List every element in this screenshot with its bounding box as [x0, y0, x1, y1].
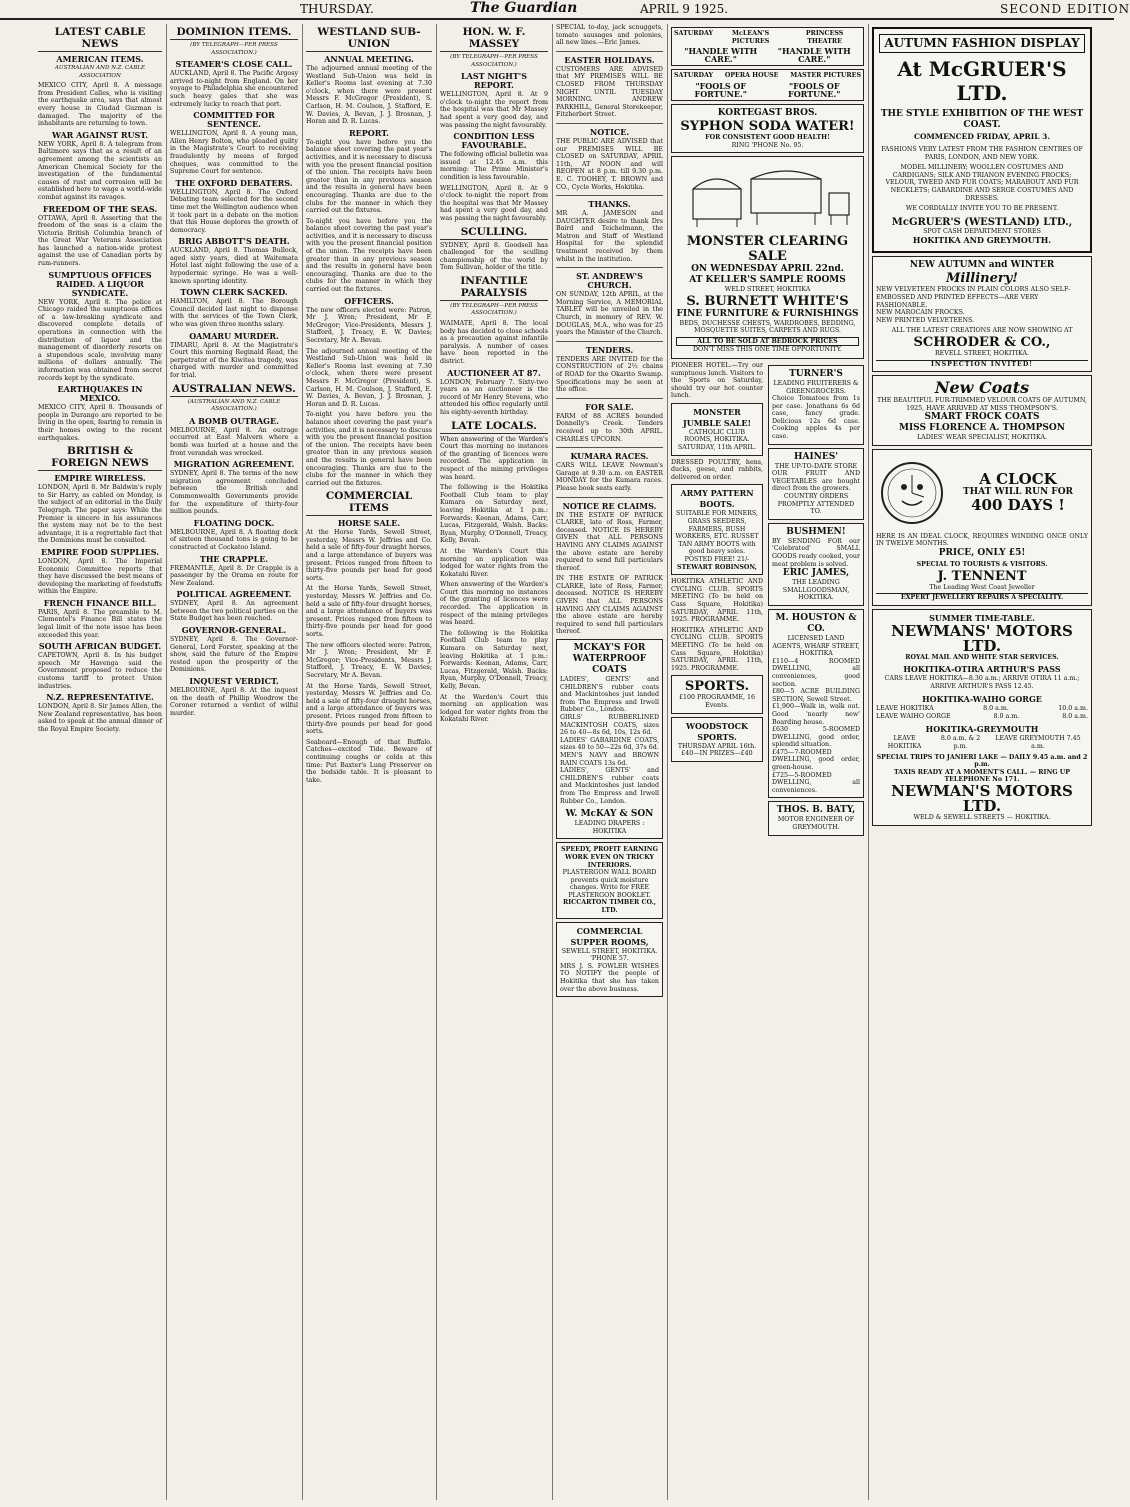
heading-american-items: AMERICAN ITEMS.: [56, 54, 144, 64]
ad-heading: THOS. B. BATY,: [776, 805, 856, 816]
timetable-cell: 8.0 a.m.: [993, 712, 1020, 720]
heading-sculling: SCULLING.: [440, 226, 548, 240]
ad-heading: SUMMER TIME-TABLE.: [929, 612, 1035, 623]
subheading: N.Z. REPRESENTATIVE.: [46, 692, 154, 703]
subheading: THANKS.: [588, 199, 631, 210]
plastergon-ad: [556, 842, 663, 918]
subheading: ST. ANDREW'S CHURCH.: [576, 271, 643, 291]
timetable-cell: LEAVE HOKITIKA: [876, 704, 934, 712]
ad-text: "FOOLS OF FORTUNE.": [788, 80, 841, 99]
ad-text: The Leading West Coast Jeweller: [929, 583, 1035, 591]
notice-text: TENDERS ARE INVITED for the CONSTRUCTION of 2½ chains of ROAD for the Okarito Swamp. Specifications may be seen at the office.: [556, 355, 663, 394]
masthead-date: APRIL 9 1925.: [640, 2, 729, 16]
ad-text: STEWART ROBINSON,: [677, 563, 757, 571]
subheading: ANNUAL MEETING.: [324, 54, 414, 64]
ad-text: £110—4 ROOMED DWELLING, all conveniences, good section.: [772, 657, 860, 688]
ad-text: SPECIAL TRIPS TO JANIERI LAKE — DAILY 9.45 a.m. and 2 p.m.: [876, 753, 1088, 769]
notice-text: PIONEER HOTEL.—Try our sumptuous lunch. Visitors to the Sports on Saturday, should try our hot counter lunch.: [671, 361, 763, 400]
column-dominion-items: [170, 24, 298, 1500]
subheading: NOTICE.: [589, 126, 630, 137]
timetable-row: [876, 713, 1088, 721]
column-fashion-ads: [872, 24, 1092, 1500]
ad-heading: KORTEGAST BROS.: [717, 108, 818, 119]
subheading: SOUTH AFRICAN BUDGET.: [38, 641, 162, 652]
subheading: FOR SALE.: [585, 401, 634, 412]
column-rule: [667, 24, 668, 1500]
heading-late-locals: LATE LOCALS.: [440, 420, 548, 434]
article-text: At the Horse Yards, Sewell Street, yesterday, Messrs W. Jeffries and Co. held a sale of fifty-four draught horses, and a large attendance of buyers was present. Prices ranged from fifteen to thirty-five pounds per head for good sorts.: [306, 682, 432, 736]
ad-heading: SMART FROCK COATS: [924, 412, 1040, 423]
subheading: GOVERNOR-GENERAL.: [181, 625, 287, 636]
article-text: SYDNEY, April 8. The terms of the new migration agreement concluded between the British and Commonwealth Governments provide for the expenditure of thirty-four million pounds.: [170, 470, 298, 516]
article-text: The adjourned annual meeting of the Westland Sub-Union was held in Keller's Rooms last evening at 7.30 o'clock, when there were present Messrs F. McGregor (President), S. Carlson, H. M. Coulson, J. Stafford, E. W. Davies, A. Bevan, J. J. Brosnan, J. Horan and D. R. Lucas.: [306, 65, 432, 126]
ad-heading: A CLOCK: [979, 470, 1057, 489]
ad-text: £100 PROGRAMME, 16 Events.: [679, 694, 755, 709]
ad-text: "HANDLE WITH CARE.": [777, 46, 851, 64]
ad-heading: MONSTER JUMBLE SALE!: [682, 406, 752, 428]
ad-text: COUNTRY ORDERS PROMPTLY ATTENDED TO.: [777, 493, 855, 516]
ad-text: MOTOR ENGINEER OF GREYMOUTH.: [777, 816, 855, 832]
ad-heading: FINE FURNITURE & FURNISHINGS: [676, 308, 859, 319]
article-text: LONDON, April 8. The Imperial Economic Committee reports that they have discussed the best means of developing the marketing of foodstuffs within the Empire.: [38, 557, 162, 596]
article-text: The following is the Hokitika Football Club team to play Kumara on Saturday next, leaving Hokitika at 1 p.m.: Forwards: Keenan, Adams, Carr, Lucas, Fitzgerald, Walsh. Backs: Ryan, Murphy, O'Donnell, Treacy, Kelly, Bevan.: [440, 629, 548, 690]
ad-text: MASTER PICTURES: [790, 72, 861, 80]
ad-text: PLASTERGON WALL BOARD prevents quick moisture changes. Write for FREE PLASTERGON BOOKLET.: [562, 869, 657, 899]
column-entertainment-ads: [671, 24, 864, 1500]
article-text: The following official bulletin was issued at 12.45 a.m. this morning: The Prime Minister's condition is less favourable.: [440, 151, 548, 181]
article-text: OTTAWA, April 8. Asserting that the freedom of the seas is a claim the Victoria British Columbia branch of the Great War Veterans Association has launched a nation-wide protest against the use of Canadian ports by rum-runners.: [38, 214, 162, 268]
ad-text: THE UP-TO-DATE STORE: [774, 462, 858, 470]
notice-text: IN THE ESTATE OF PATRICK CLARKE, late of Ross, Farmer, deceased. NOTICE IS HEREBY GIVEN that ALL PERSONS HAVING ANY CLAIMS AGAINST the above estate are hereby required to send full particulars thereof.: [556, 575, 663, 636]
newmans-timetable: [872, 609, 1092, 826]
article-text: WELLINGTON, April 8. The Oxford Debating team selected for the second time met the Wellington audience when it took part in a debate on the motion that this House deplores the growth of democracy.: [170, 188, 298, 234]
haines-ad: [768, 448, 864, 520]
subheading: AUCTIONEER AT 87.: [447, 367, 541, 378]
subheading: TOWN CLERK SACKED.: [180, 287, 288, 298]
masthead-edition: SECOND EDITION: [1000, 2, 1130, 16]
timetable-row: [876, 705, 1088, 713]
masthead: [0, 0, 1130, 20]
ad-heading: ON WEDNESDAY APRIL 22nd.: [691, 263, 844, 274]
divider: [556, 267, 663, 268]
divider: [556, 497, 663, 498]
ad-text: LEADING DRAPERS : HOKITIKA: [574, 820, 645, 835]
ad-heading: NEW AUTUMN and WINTER: [909, 260, 1055, 271]
ad-text: INSPECTION INVITED!: [876, 360, 1088, 369]
article-text: SYDNEY, April 8. An agreement between the two political parties on the State Budget has been reached.: [170, 600, 298, 623]
article-text: Seaboard—Enough of that Buffalo. Catches—excited Tide. Beware of continuing coughs or colds at this time: Put Baxter's Lung Preserver on the bedside table. It is pleasant to take.: [306, 738, 432, 784]
tennent-clock-ad: [872, 449, 1092, 606]
subheading: COMMITTED FOR SENTENCE.: [193, 110, 275, 130]
divider: [556, 341, 663, 342]
article-text: At the Warden's Court this morning an application was lodged for water rights from the Kokatahi River.: [440, 547, 548, 578]
notice-text: DRESSED POULTRY, hens, ducks, geese, and rabbits, delivered on order.: [671, 458, 763, 481]
ad-text: ALL TO BE SOLD AT BEDROCK PRICES: [676, 337, 859, 347]
column-westland-sub-union: [306, 24, 432, 1500]
masthead-day: THURSDAY.: [300, 2, 374, 16]
divider: [556, 447, 663, 448]
article-text: When answering of the Warden's Court this morning no instances of the granting of licences were recorded. The application in respect of the mining privileges was heard.: [440, 581, 548, 627]
heading-australian-news: AUSTRALIAN NEWS.: [170, 383, 298, 397]
column-cable-news: [38, 24, 162, 1500]
timetable-cell: 8.0 a.m. & 2 p.m.: [940, 734, 981, 750]
subheading: EARTHQUAKES IN MEXICO.: [57, 384, 143, 404]
dateline: (BY TELEGRAPH—PER PRESS ASSOCIATION.): [450, 54, 538, 68]
ad-text: Choice Tomatoes from 1s per case. Jonathans 6s 6d case, fancy grade. Delicious 12s 6d case. Cooking apples 4s per case.: [772, 395, 860, 441]
ad-text: THE BEAUTIFUL FUR-TRIMMED VELOUR COATS OF AUTUMN, 1925, HAVE ARRIVED AT MISS THOMPSON'S.: [877, 397, 1087, 412]
ad-brand: McGRUER'S (WESTLAND) LTD.,: [891, 216, 1073, 228]
ad-heading: ARMY PATTERN BOOTS.: [680, 488, 754, 510]
article-text: The adjourned annual meeting of the Westland Sub-Union was held in Keller's Rooms last evening at 7.30 o'clock, when there were present Messrs F. McGregor (President), S. Carlson, H. M. Coulson, J. Stafford, E. W. Davies, A. Bevan, J. J. Brosnan, J. Horan and D. R. Lucas.: [306, 347, 432, 408]
ad-text: NEW MAROCAIN FROCKS.: [876, 309, 965, 317]
subheading: TENDERS.: [585, 344, 634, 355]
article-text: LONDON, April 8. Sir James Allen, the New Zealand representative, has been asked to speak at the annual dinner of the Royal Empire Society.: [38, 703, 162, 733]
ad-text: OPERA HOUSE: [724, 72, 779, 80]
article-text: To-night you have before you the balance sheet covering the past year's activities, and it is necessary to discuss with you the present financial position of the union. The receipts have been greater than in any previous season and the results in general have been encouraging. Thanks are due to the clubs for the manner in which they carried out the fixtures.: [306, 138, 433, 215]
divider: [556, 123, 663, 124]
ad-text: THE STYLE EXHIBITION OF THE WEST COAST.: [880, 109, 1084, 130]
timetable-route: HOKITIKA-WAIHO GORGE: [922, 693, 1042, 704]
subheading: CONDITION LESS FAVOURABLE.: [453, 131, 535, 151]
ad-text: £725—5-ROOMED DWELLING, all conveniences.: [772, 771, 860, 794]
ad-heading: AT KELLER'S SAMPLE ROOMS: [689, 274, 846, 285]
ad-heading: AUTUMN FASHION DISPLAY: [879, 34, 1085, 53]
masthead-title: The Guardian: [470, 0, 578, 16]
heading-british-foreign-news: BRITISH & FOREIGN NEWS: [38, 445, 162, 471]
dateline: AUSTRALIAN AND N.Z. CABLE ASSOCIATION: [54, 65, 146, 79]
subheading: STEAMER'S CLOSE CALL.: [175, 59, 293, 70]
article-text: NEW YORK, April 8. The police at Chicago raided the sumptuous offices of a law-breaking syndicate and discovered complete details of operations in connection with the distribution of liquor and the management of disorderly resorts on a stupendous scale, involving many millions of dollars annually. The information was obtained from secret records kept by the syndicate.: [38, 298, 162, 382]
ad-text: LADIES' GABARDINE COATS, sizes 40 to 50—22s 6d, 37s 6d.: [560, 736, 659, 752]
jumble-sale-ad: [671, 403, 763, 456]
subheading: THE CRAPPLE.: [199, 553, 269, 564]
ad-text: £80—5 ACRE BUILDING SECTION, Sewell Street.: [772, 688, 860, 703]
article-text: HAMILTON, April 8. The Borough Council decided last night to dispense with the services of the Town Clerk, who was given three months salary.: [170, 298, 298, 329]
opera-house-ad: [671, 69, 864, 101]
ad-heading: HAINES': [793, 451, 839, 462]
ad-text: DON'T MISS THIS ONE TIME OPPORTUNITY.: [692, 346, 843, 354]
subheading: FRENCH FINANCE BILL.: [43, 597, 157, 608]
article-text: At the Warden's Court this morning an application was lodged for water rights from the Kokatahi River.: [440, 693, 548, 724]
ad-text: LICENSED LAND AGENTS, WHARF STREET, HOKITIKA: [772, 634, 860, 658]
sports-ad: [671, 675, 763, 713]
notice-text: THE PUBLIC ARE ADVISED that our PREMISES WILL BE CLOSED on SATURDAY, APRIL 11th, AT NOON and will REOPEN at 8 p.m. till 9.30 p.m. E. C. TOOHEY, T. BROWN and CO., Cycle Works, Hokitika.: [556, 137, 663, 191]
clearing-sale-ad: [671, 156, 864, 359]
ad-text: MEN'S NAVY and BROWN RAIN COATS 13s 6d.: [560, 751, 659, 767]
heading-latest-cable-news: LATEST CABLE NEWS: [38, 26, 162, 52]
ad-text: LADIES', GENTS' and CHILDREN'S rubber coats and Mackintoshes just landed from The Empress and Irwell Rubber Co., London.: [560, 676, 659, 714]
ad-brand: MISS FLORENCE A. THOMPSON: [899, 423, 1065, 434]
ad-text: RICCARTON TIMBER CO., LTD.: [563, 899, 656, 915]
ad-text: "FOOLS OF FORTUNE.": [694, 80, 747, 99]
ad-text: LEADING FRUITERERS & GREENGROCERS.: [773, 379, 859, 395]
timetable-row: [876, 735, 1088, 751]
column-notices: [556, 24, 663, 1500]
ad-text: MODEL MILLINERY; WOOLLEN COSTUMES AND CARDIGANS; SILK AND TRIANON EVENING FROCKS; VELOUR, TWEED AND FUR COATS; MARABOUT AND FUR NECKLETS; GABARDINE AND SERGE COSTUMES AND DRESSES.: [885, 164, 1079, 202]
ad-heading: New Coats: [934, 378, 1030, 398]
divider: [556, 195, 663, 196]
ad-text: CATHOLIC CLUB ROOMS, HOKITIKA. SATURDAY, 11th APRIL.: [677, 428, 757, 452]
divider: [556, 51, 663, 52]
timetable-cell: 10.0 a.m.: [1058, 704, 1088, 712]
kortegast-ad: [671, 104, 864, 153]
article-text: MELBOURNE, April 8. A floating dock of sixteen thousand tons is going to be constructed at Cockatoo Island.: [170, 528, 298, 551]
notice-text: IN THE ESTATE OF PATRICK CLARKE, late of Ross, Farmer, deceased. NOTICE IS HEREBY GIVEN that ALL PERSONS HAVING ANY CLAIMS AGAINST the above estate are hereby required to send full particulars thereof.: [556, 511, 663, 572]
ad-text: WELD STREET, HOKITIKA: [724, 285, 811, 293]
subheading: MIGRATION AGREEMENT.: [173, 459, 295, 470]
ad-brand: NEWMAN'S MOTORS LTD.: [891, 782, 1073, 815]
army-boots-ad: [671, 484, 763, 575]
ad-text: ALL THE LATEST CREATIONS ARE NOW SHOWING AT: [891, 327, 1073, 335]
column-rule: [166, 24, 167, 1500]
subheading: LAST NIGHT'S REPORT.: [461, 71, 527, 91]
ad-text: LADIES', GENTS' and CHILDREN'S rubber coats and Mackintoshes just landed from The Empress and Irwell Rubber Co., London.: [560, 767, 659, 805]
subheading: HORSE SALE.: [337, 518, 401, 529]
ad-brand: ERIC JAMES,: [782, 568, 850, 579]
ad-text: £1,900—Walk in, walk out. Good 'nearly new' Boarding house.: [772, 703, 860, 726]
subheading: WAR AGAINST RUST.: [51, 129, 149, 140]
article-text: MELBOURNE, April 8. At the inquest on the death of Phillip Woodrow the Coroner returned a verdict of wilful murder.: [170, 687, 298, 717]
ad-text: THE LEADING SMALLGOODSMAN, HOKITIKA.: [782, 579, 850, 602]
ad-text: FASHIONS VERY LATEST FROM THE FASHION CENTRES OF PARIS, LONDON, AND NEW YORK.: [881, 146, 1083, 161]
ad-text: SPEEDY, PROFIT EARNING WORK EVEN ON TRICKY INTERIORS.: [561, 846, 658, 869]
article-text: The new officers elected were: Patron, Mr J. Wren; President, Mr F. McGregor; Vice-Presidents, Messrs J. Stafford, J. Treacy, E. W. Davies; Secretary, Mr A. Bevan.: [306, 306, 432, 344]
heading-commercial-items: COMMERCIAL ITEMS: [306, 490, 432, 516]
timetable-cell: LEAVE WAIHO GORGE: [876, 712, 951, 720]
ad-text: PRINCESS THEATRE: [805, 30, 844, 45]
notice-text: ON SUNDAY, 12th APRIL, at the Morning Service, A MEMORIAL TABLET will be unveiled in the Church, in memory of REV. W. DOUGLAS, M.A., who was for 25 years the Minister of the Church.: [556, 291, 663, 337]
ad-brand: SCHRODER & CO.,: [913, 334, 1051, 350]
clock-face-icon: [876, 453, 948, 533]
timetable-cell: 8.0 a.m.: [1062, 712, 1088, 720]
subheading: A BOMB OUTRAGE.: [189, 415, 279, 426]
ad-text: "HANDLE WITH CARE.": [684, 46, 758, 64]
furniture-illustration-icon: [683, 161, 853, 231]
ad-heading: TURNER'S: [789, 368, 843, 379]
article-text: MEXICO CITY, April 8. Thousands of people in Durango are reported to be living in the open, fearing to remain in their homes owing to the recent earthquakes.: [38, 404, 162, 442]
ad-heading: THAT WILL RUN FOR: [962, 487, 1074, 498]
ad-text: RING 'PHONE No. 95.: [731, 141, 804, 149]
subheading: EMPIRE WIRELESS.: [54, 473, 146, 484]
article-text: At the Horse Yards, Sewell Street, yesterday, Messrs W. Jeffries and Co. held a sale of fifty-four draught horses, and a large attendance of buyers was present. Prices ranged from fifteen to thirty-five pounds per head for good sorts.: [306, 529, 432, 582]
article-text: The following is the Hokitika Football Club team to play Kumara on Saturday next, leaving Hokitika at 1 p.m.: Forwards: Keenan, Adams, Carr, Lucas, Fitzgerald, Walsh. Backs: Ryan, Murphy, O'Donnell, Treacy, Kelly, Bevan.: [440, 484, 548, 545]
subheading: REPORT.: [349, 127, 389, 138]
article-text: LONDON, February 7. Sixty-two years as an auctioneer is the record of Mr Henry Stevens, who attended his office regularly until his eighty-seventh birthday.: [440, 378, 548, 416]
ad-text: BEDS, DUCHESSE CHESTS, WARDROBES, BEDDING, MOSQUETTE SUITES, CARPETS AND RUGS.: [679, 319, 856, 335]
ad-text: OUR FRUIT AND VEGETABLES are bought direct from the growers.: [772, 470, 860, 493]
sub-column: [671, 362, 763, 765]
article-text: FREMANTLE, April 8. Dr Crapple is a passenger by the Orama en route for New Zealand.: [170, 564, 298, 587]
ad-text: NEW PRINTED VELVETEENS.: [876, 316, 975, 324]
houston-ad: [768, 609, 864, 798]
column-rule: [436, 24, 437, 1500]
ad-text: REVELL STREET, HOKITIKA.: [934, 349, 1030, 357]
article-text: AUCKLAND, April 8. Thomas Bullock, aged sixty years, died at Waitemata Hotel last night following the use of a hypodermic syringe. He was a well-known sporting identity.: [170, 247, 298, 285]
article-text: When answering of the Warden's Court this morning no instances of the granting of licences were recorded. The application in respect of the mining privileges was heard.: [440, 435, 548, 481]
ad-text: TAXIS READY AT A MOMENT'S CALL. — RING UP TELEPHONE No 171.: [893, 768, 1071, 784]
subheading: THE OXFORD DEBATERS.: [175, 177, 293, 188]
notice-text: FARM of 88 ACRES bounded Donnelly's Creek. Tenders received up to 30th APRIL. CHARLES UPCORN.: [556, 412, 663, 443]
notice-text: HOKITIKA ATHLETIC AND CYCLING CLUB. SPORTS MEETING (To be held on Cass Square, Hokitika) SATURDAY, APRIL 11th, 1925. PROGRAMME.: [671, 578, 763, 624]
mcgruers-ad: [872, 27, 1092, 253]
ad-brand: J. TENNENT: [937, 568, 1027, 584]
baty-ad: [768, 801, 864, 835]
subheading: SUMPTUOUS OFFICES RAIDED. A LIQUOR SYNDICATE.: [48, 269, 152, 298]
notice-text: CUSTOMERS ARE ADVISED that MY PREMISES WILL BE CLOSED FROM THURSDAY NIGHT UNTIL TUESDAY MORNING. ANDREW PARKHILL, General Storekeeper, Fitzherbert Street.: [556, 65, 663, 119]
dateline: (BY TELEGRAPH—PER PRESS ASSOCIATION.): [190, 42, 278, 56]
thompson-coats-ad: [872, 375, 1092, 446]
article-text: WELLINGTON, April 8. A young man, Allen Henry Bolton, who pleaded guilty in the Magistrate's Court to receiving fraudulently by means of forged cheques, was committed to the Supreme Court for sentence.: [170, 130, 298, 176]
timetable-cell: LEAVE HOKITIKA: [887, 734, 922, 750]
article-text: WAIMATE, April 8. The local body has decided to close schools as a precaution against infantile paralysis. A number of cases have been reported in the district.: [440, 320, 548, 366]
subheading: EASTER HOLIDAYS.: [564, 54, 655, 65]
subheading: EMPIRE FOOD SUPPLIES.: [40, 546, 160, 557]
article-text: To-night you have before you the balance sheet covering the past year's activities, and it is necessary to discuss with you the present financial position of the union. The receipts have been greater than in any previous season and the results in general have been encouraging. Thanks are due to the clubs for the manner in which they carried out the fixtures.: [306, 411, 433, 487]
timetable-cell: LEAVE GREYMOUTH 7.45 a.m.: [995, 734, 1081, 750]
subheading: KUMARA RACES.: [570, 451, 649, 462]
mckay-ad: [556, 639, 663, 839]
article-text: LONDON, April 8. Mr Baldwin's reply to Sir Harry, as cabled on Monday, is the subject of an editorial in the Daily Telegraph. The paper says: While the Premier is sincere in his assurances the system may not be to the best advantage, it is a regrettable fact that the Dominions must be consulted.: [38, 484, 162, 545]
ad-text: SPOT CASH DEPARTMENT STORES: [923, 227, 1041, 235]
turners-ad: [768, 365, 864, 445]
article-text: WELLINGTON, April 8. At 9 o'clock to-night the report from the hospital was that Mr Massey had spent a very good day, and was passing the night favourably.: [440, 184, 548, 222]
ad-text: SATURDAY: [674, 30, 714, 37]
dateline: (AUSTRALIAN AND N.Z. CABLE ASSOCIATION.): [187, 398, 281, 413]
ad-heading: WOODSTOCK SPORTS.: [686, 720, 748, 742]
schroder-ad: [872, 256, 1092, 372]
subheading: BRIG ABBOTT'S DEATH.: [178, 236, 290, 247]
ad-heading: COMMERCIAL SUPPER ROOMS,: [570, 925, 649, 947]
ad-text: WE CORDIALLY INVITE YOU TO BE PRESENT.: [905, 205, 1059, 213]
timetable-route: HOKITIKA-GREYMOUTH: [925, 723, 1039, 734]
woodstock-ad: [671, 717, 763, 762]
timetable-cell: 8.0 a.m.: [983, 704, 1009, 712]
ad-text: EXPERT JEWELLERY REPAIRS A SPECIALITY.: [876, 593, 1088, 602]
bushmen-ad: [768, 523, 864, 606]
ad-text: WELD & SEWELL STREETS — HOKITIKA.: [913, 814, 1051, 821]
ad-text: FOR CONSISTENT GOOD HEALTH!: [705, 134, 830, 142]
ad-text: McLEAN'S PICTURES: [731, 30, 770, 45]
article-text: MELBOURNE, April 8. An outrage occurred at East Malvern where a bomb was hurled at a house and the front verandah was wrecked.: [170, 426, 298, 457]
sub-column: [768, 362, 864, 839]
princess-theatre-ad: [671, 27, 864, 66]
heading-dominion-items: DOMINION ITEMS.: [170, 26, 298, 40]
ad-text: SPECIAL TO TOURISTS & VISITORS.: [916, 561, 1048, 569]
article-text: SYDNEY, April 8. Goodsell has challenged for the sculling championship of the world by Tom Sullivan, holder of the title.: [440, 241, 548, 272]
ad-heading: MCKAY'S FOR WATERPROOF COATS: [572, 643, 647, 676]
ad-text: LADIES' WEAR SPECIALIST, HOKITIKA.: [916, 434, 1048, 442]
column-rule: [302, 24, 303, 1500]
ad-heading: SYPHON SODA WATER!: [680, 119, 855, 135]
column-massey-news: [440, 24, 548, 1500]
divider: [556, 398, 663, 399]
article-text: NEW YORK, April 8. A telegram from Baltimore says that as a result of an agreement among the scientists an American Chemical Society for the investigation of the fundamental causes of rust and corrosion will be established here to wage a world-wide combat against its ravages.: [38, 140, 162, 201]
ad-text: MRS J. S. FOWLER WISHES TO NOTIFY the people of Hokitika that she has taken over the above business.: [560, 962, 659, 993]
column-rule: [868, 24, 869, 1500]
ad-heading: M. HOUSTON & CO.: [775, 612, 857, 634]
dateline: (BY TELEGRAPH—PER PRESS ASSOCIATION.): [450, 302, 538, 317]
ad-text: £630 5-ROOMED DWELLING, good order, splendid situation.: [772, 726, 860, 749]
article-text: SYDNEY, April 8. The Governor-General, Lord Forster, speaking at the show, said the future of the Empire rested upon the prosperity of the Dominions.: [170, 636, 298, 674]
article-text: The new officers elected were: Patron, Mr J. Wren; President, Mr F. McGregor; Vice-Presidents, Messrs J. Stafford, J. Treacy, E. W. Davies; Secretary, Mr A. Bevan.: [306, 641, 432, 679]
ad-heading: PRICE, ONLY £5!: [938, 548, 1026, 559]
article-text: MEXICO CITY, April 8. A message from President Calles, who is visiting the earthquake area, says that almost every house in Ciudad Guzman is damaged. The majority of the inhabitants are returning to town.: [38, 82, 162, 128]
article-text: TIMARU, April 8. At the Magistrate's Court this morning Reginald Read, the perpetrator of the Kiwitea tragedy, was charged with murder and committed for trial.: [170, 341, 298, 379]
ad-heading: SPORTS.: [684, 679, 750, 695]
ad-text: HERE IS AN IDEAL CLOCK, REQUIRES WINDING ONCE ONLY IN TWELVE MONTHS.: [876, 532, 1088, 548]
subheading: NOTICE RE CLAIMS.: [562, 500, 657, 511]
timetable-route: HOKITIKA-OTIRA ARTHUR'S PASS: [903, 664, 1061, 675]
heading-hon-massey: HON. W. F. MASSEY: [440, 26, 548, 52]
article-text: PARIS, April 8. The preamble to M. Clementel's Finance Bill states the legal limit of the note issue has been exceeded this year.: [38, 608, 162, 639]
ad-text: NEW VELVETEEN FROCKS IN PLAIN COLORS ALSO SELF-EMBOSSED AND PRINTED EFFECTS—ARE VERY FASHIONABLE.: [876, 286, 1071, 309]
heading-westland-sub-union: WESTLAND SUB-UNION: [306, 26, 432, 52]
ad-heading: NEWMANS' MOTORS LTD.: [891, 621, 1073, 655]
ad-heading: 400 DAYS !: [971, 496, 1065, 515]
ad-text: SATURDAY: [674, 72, 714, 80]
ad-text: HOKITIKA AND GREYMOUTH.: [912, 235, 1052, 246]
article-text: AUCKLAND, April 8. The Pacific Argosy arrived to-night from England. On her voyage to Philadelphia she encountered such heavy gales that she was extremely lucky to reach that port.: [170, 70, 298, 108]
subheading: OFFICERS.: [344, 295, 394, 306]
timetable-row: CARS LEAVE HOKITIKA—8.30 a.m.; ARRIVE OTIRA 11 a.m.; ARRIVE ARTHUR'S PASS 12.45.: [884, 675, 1080, 691]
ad-heading: S. BURNETT WHITE'S: [686, 293, 849, 309]
ad-text: BY SENDING FOR our 'Celebrated' SMALL GOODS ready cooked, your meat problem is solved.: [772, 537, 860, 568]
ad-brand: W. McKAY & SON: [565, 809, 654, 820]
subheading: POLITICAL AGREEMENT.: [176, 589, 292, 600]
ad-heading: BUSHMEN!: [786, 526, 846, 537]
ad-text: GIRLS' RUBBERLINED MACKINTOSH COATS, sizes 26 to 40—8s 6d, 10s, 12s 6d.: [560, 714, 659, 737]
subheading: INQUEST VERDICT.: [189, 676, 279, 687]
heading-infantile-paralysis: INFANTILE PARALYSIS: [440, 275, 548, 301]
article-text: To-night you have before you the balance sheet covering the past year's activities, and it is necessary to discuss with you the present financial position of the union. The receipts have been greater than in any previous season and the results in general have been encouraging. Thanks are due to the clubs for the manner in which they carried out the fixtures.: [306, 217, 433, 294]
supper-rooms-ad: [556, 922, 663, 998]
ad-text: COMMENCED FRIDAY, APRIL 3.: [913, 132, 1051, 141]
ad-text: SEWELL STREET, HOKITIKA. 'PHONE 57.: [561, 947, 658, 963]
ad-heading: At McGRUER'S LTD.: [897, 57, 1067, 105]
subheading: FLOATING DOCK.: [193, 517, 275, 528]
ad-heading: Millinery!: [946, 271, 1018, 287]
subheading: OAMARU MURDER.: [189, 330, 279, 341]
subheading: FREEDOM OF THE SEAS.: [42, 203, 158, 214]
article-text: WELLINGTON, April 8. At 9 o'clock to-night the report from the hospital was that Mr Massey had spent a very good day, and was passing the night favourably.: [440, 91, 548, 129]
article-text: At the Horse Yards, Sewell Street, yesterday, Messrs W. Jeffries and Co. held a sale of fifty-four draught horses, and a large attendance of buyers was present. Prices ranged from fifteen to thirty-five pounds per head for good sorts.: [306, 585, 432, 638]
notice-text: MR A. JAMESON and DAUGHTER desire to thank Drs Baird and Teichelmann, the Matron and Staff of Westland Hospital for the splendid treatment received by them whilst in the institution.: [556, 210, 663, 263]
column-rule: [552, 24, 553, 1500]
ad-text: ROYAL MAIL AND WHITE STAR SERVICES.: [905, 653, 1059, 661]
article-text: CAPETOWN, April 8. In his budget speech Mr Havenga said the Government proposed to reduce the customs tariff to protect Union industries.: [38, 652, 162, 690]
ad-text: £475—7-ROOMED DWELLING, good order, green-house.: [772, 748, 860, 772]
ad-text: THURSDAY APRIL 16th. £40—IN PRIZES—£40: [677, 742, 757, 758]
notice-text: CARS WILL LEAVE Newman's Garage at 9.30 a.m. on EASTER MONDAY for the Kumara races. Please book seats early.: [556, 462, 663, 492]
notice-text: SPECIAL to-day, jack scnuggets, tomato sausages and polonies, all new lines.—Eric James.: [556, 24, 663, 47]
notice-text: HOKITIKA ATHLETIC AND CYCLING CLUB. SPORTS MEETING (To be held on Cass Square, Hokitika) SATURDAY, APRIL 11th, 1925. PROGRAMME.: [671, 626, 763, 672]
ad-text: SUITABLE FOR MINERS, GRASS SEEDERS, FARMERS, BUSH WORKERS, ETC. RUSSET TAN ARMY BOOTS with good heavy soles. POSTED FREE! 21/-: [675, 510, 759, 563]
ad-heading: MONSTER CLEARING SALE: [686, 233, 849, 264]
